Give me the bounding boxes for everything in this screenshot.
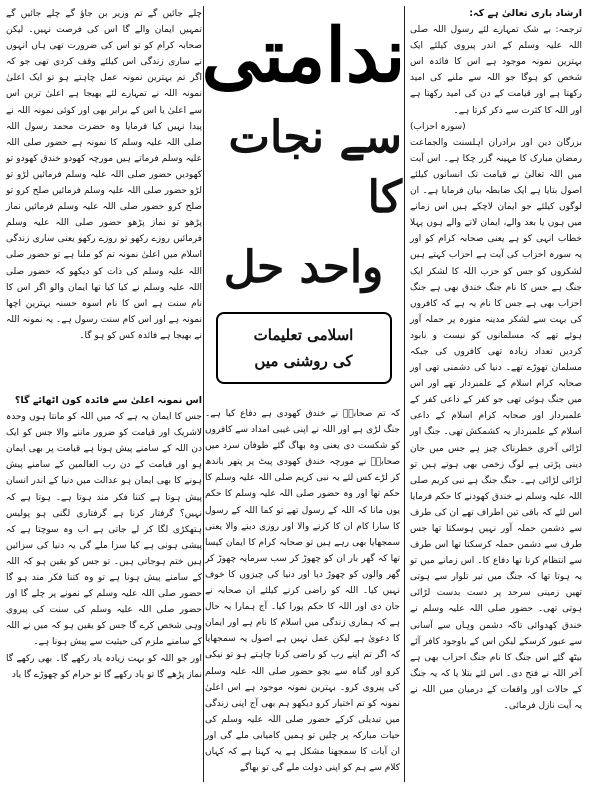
left-column-top [6, 6, 202, 344]
middle-column [205, 406, 400, 776]
column-divider [203, 6, 204, 782]
verse-intro-heading: ارشاد باری تعالیٰ ہے کہ: [469, 8, 582, 19]
middle-column-body: کہ تم صحابہؓ نے خندق کھودی ہے دفاع کیا ہے۔ جنگ لڑی ہے اور اللہ نے اپنی غیبی امداد سے کافروں کو شکست دی یعنی وہ بھاگ گئے طوفان سرد میں صحابہؓ نے مورچہ خندق کھودی پیٹ پر پتھر باندھ کر لڑے کس لئے یہ نبی کریم صلی اللہ علیہ وسلم کا حکم تھا اور وہ حضور صلی اللہ علیہ وسلم کا حکم یوں مانا کہ اللہ کے رسول تھے تو کما اللہ کے رسول کا سارا کام ان کا کرنے والا اور روزی دینے والا یعنی سمجھایا بھی رہے ہیں تو صحابہ کرام کا ایمان کیسا تھا کہ گھر بار ان کو چھوڑ کر سب سرمایہ چھوڑ کر گھر والوں کو چھوڑ دیا اور دنیا کی چیزوں کا خوف نہیں کیا۔ اللہ کو راضی کرنے کیلئے ان صحابہ نے جان دی اور اللہ کا حکم پورا کیا۔ آج ہمارا یہ حال ہے کہ ہماری زندگی میں اسلام کا نام ہے اور ایمان کا دعویٰ ہے لیکن عمل نہیں ہے اصول یہ سمجھایا کہ اگر تم اپنے رب کو راضی کرنا چاہتے ہو تو نیکی کرو اور گناہ سے بچو حضور صلی اللہ علیہ وسلم کی پیروی کرو۔ بہترین نمونہ موجود ہے اس اعلیٰ نمونہ کو تم اختیار کرو دیکھو ہم بھی آج اپنی زندگی میں تبدیلی کرکے حضور صلی اللہ علیہ وسلم کی حیات مبارکہ پر چلیں تو ہمیں کامیابی ملے گی اور ان آیات کا سمجھنا مشکل ہے یہ کہنا ہے کہ کہاں کلام سے ہم کو اپنی دولت ملے گی تو بھاگے [205, 409, 400, 774]
left-column-subheading: اس نمونہ اعلیٰ سے فائدہ کون اٹھائے گا؟ [14, 395, 202, 406]
left-column-body-1: چلے جائیں گے تم وزیر بن جاؤ گے چلے جائیں گے تمہیں ایمان والے گا اس کی فرصت نہیں۔ لیکن صحابہ کرام کو تو اس کی ضرورت تھی ہاں انہوں نے ساری زندگی اس کیلئے وقف کردی تھی جو کہ اگر تم بہترین نمونہ عمل چاہتے ہو تو ایک اعلیٰ نمونہ اللہ نے تمہارے لئے بھیجا ہے اعلیٰ ترین اس سے اعلیٰ یا اس کے برابر بھی اور کوئی نمونہ اللہ نے پیدا نہیں کیا فرمایا وہ حضرت محمد رسول اللہ صلی اللہ علیہ وسلم کا نمونہ ہے حضور صلی اللہ علیہ وسلم فرماتے ہیں مورچہ کھودو خندق کھودو تو کھودیں حضور صلی اللہ علیہ وسلم فرمائیں لڑو تو لڑو حضور صلی اللہ علیہ وسلم فرمائیں صلح کرو تو صلح کرو حضور صلی اللہ علیہ وسلم فرمائیں نماز پڑھو تو نماز پڑھو حضور صلی اللہ علیہ وسلم فرمائیں روزے رکھو تو روزے رکھو یعنی ساری زندگی اسلام میں اعلیٰ نمونہ تم کو ملنا ہے تو حضور صلی اللہ علیہ وسلم کی ذات کو دیکھو کہ حضور صلی اللہ علیہ وسلم نے کیا کیا تھا ایمان والو اگر اس کا نام سنت ہے اس کا نام اسوہ حسنہ بہترین اچھا نمونہ ہے اور اس کام سنت رسول ہے۔ یہ نمونہ اللہ نے بھیجا ہے فائدہ کس کو ہو گا۔ [6, 9, 202, 341]
left-column-body-2: جس کا ایمان یہ ہے کہ میں اللہ کو مانتا ہوں وحدہ لاشریک اور قیامت کو ضرور ماننے والا جس کو ایک دن اللہ کے سامنے پیش ہونا ہے قیامت پر بھی ایمان ہو اور قیامت کے دن رب العالمین کے سامنے پیش ہونے کا بھی ایمان ہو عدالت میں دنیا کے اندر انسان پیش ہوتا ہے کتنا فکر مند ہوتا ہے۔ ہوتا ہے کہ نہیں؟ گرفتار کرنا ہے گرفتاری لگنی ہو پولیس ہتھکڑی لگا کر لے جاتی ہے اب وہ سوچتا ہے کہ پیشی ہونی ہے کیا سزا ملے گی یہ دنیا کی سزائیں ہیں ختم ہوجاتی ہیں۔ تو جس کو یقین ہو کہ اللہ کے سامنے پیش ہونا ہے تو وہ کتنا فکر مند ہو گا حضور صلی اللہ علیہ وسلم کے نمونے پر چلے گا اور حضور صلی اللہ علیہ وسلم کی سنت کی پیروی وہی شخص کرے گا جس کو یقین ہو کہ میں نے اللہ کے سامنے ملزم کی حیثیت سے پیش ہونا ہے۔ [6, 412, 202, 648]
article-title-line3: واحد حل [223, 242, 384, 293]
right-column-body: بزرگان دین اور برادران اہلسنت والجماعت رمضان مبارک کا مہینہ گزر چکا ہے۔ اس آیت میں اللہ تعالیٰ نے قیامت تک انسانوں کیلئے اصول بتایا ہے ایک ضابطہ بیان فرمایا ہے۔ ان لوگوں کیلئے جو ایمان لاچکے ہیں اس زمانے میں ہوں یا بعد والے، ایمان لانے والے ہوں پہلا خطاب انہی کو ہے یعنی صحابہ کرام کو اور یہ سورہ احزاب کی آیت ہے احزاب کہتے ہیں لشکروں کو جس کو حزب اللہ کا لشکر ایک جنگ ہے جس کا نام جنگ خندق بھی ہے جنگ احزاب بھی ہے جس کا نام یہ ہے کہ کافروں کی بہت سے لشکر مدینہ منورہ پر حملہ آور ہوئے تھے کہ مسلمانوں کو نیست و نابود کردیں تعداد زیادہ تھی کافروں کی جبکہ مسلمان تھوڑے تھے۔ دنیا کی دشمنی تھی اور صحابہ کرام اسلام کے علمبردار تھے اور اس میں جنگ ہوئی تھی جو کفر کے داعی کفر کے علمبردار اور صحابہ کرام اسلام کے داعی اسلام کے علمبردار یہ کشمکش تھی۔ جنگ اور لڑائی آخری خطرناک چیز ہے جس میں جان دینی پڑتی ہے لوگ زخمی بھی ہوتے ہیں تو لڑائی لڑائی ہے۔ جنگ جنگ ہے نبی کریم صلی اللہ علیہ وسلم نے خندق کھودنے کا حکم فرمایا اس لئے کہ باقی تین اطراف تھے ان کی طرف سے دشمن حملہ آور نہیں ہوسکتا تھا جس طرف سے دشمن حملہ کرسکتا تھا اس طرف سے انتظام کرنا تھا دفاع کا۔ اس زمانے میں تو یہ ہوتا تھا کہ جنگ میں تیر تلوار سے ہوتی تھیں زمینی سرحد پر دست بدست لڑائی ہوتی تھی۔ حضور صلی اللہ علیہ وسلم نے خندق کھدوائی تاکہ دشمن وہاں سے آسانی سے عبور کرسکے لیکن اس کے باوجود کافر آئے بیٹھ گئے اس جنگ کا نام جنگ احزاب بھی ہے آخر اللہ نے فتح دی۔ اس لئے بتلا یا کہ یہ جنگ کے حالات اور واقعات کے درمیان میں اللہ نے یہ آیت نازل فرمائی۔ [410, 137, 582, 712]
article-title-block [201, 6, 406, 390]
subtitle-banner-line1: اسلامی تعلیمات [253, 326, 354, 344]
left-column-bottom [6, 393, 202, 683]
subtitle-banner [216, 312, 392, 384]
column-divider [404, 6, 405, 782]
subtitle-banner-line2: کی روشنی میں [254, 352, 353, 370]
right-column [410, 6, 582, 714]
article-title-line2: سے نجات کا [228, 112, 402, 223]
surah-reference: (سورہ احزاب) [410, 121, 466, 132]
left-column-body-3: اور جو اللہ کو بہت زیادہ یاد رکھے گا۔ بھی رکھے گا نماز پڑھے گا تو یاد رکھے گا تو حرام کو چھوڑے گا یاد [6, 653, 202, 680]
verse-translation: ترجمہ: بے شک تمہارے لئے رسول اللہ صلی اللہ علیہ وسلم کے اندر پیروی کیلئے ایک بہترین نمونہ موجود ہے اس کا فائدہ اس شخص کو ہوگا جو اللہ سے ملنے کی امید رکھتا ہے اور قیامت کے دن کی امید رکھتا ہے اور اللہ کا کثرت سے ذکر کرتا ہے۔ [410, 25, 582, 116]
article-title-main: ندامتی [201, 13, 406, 99]
